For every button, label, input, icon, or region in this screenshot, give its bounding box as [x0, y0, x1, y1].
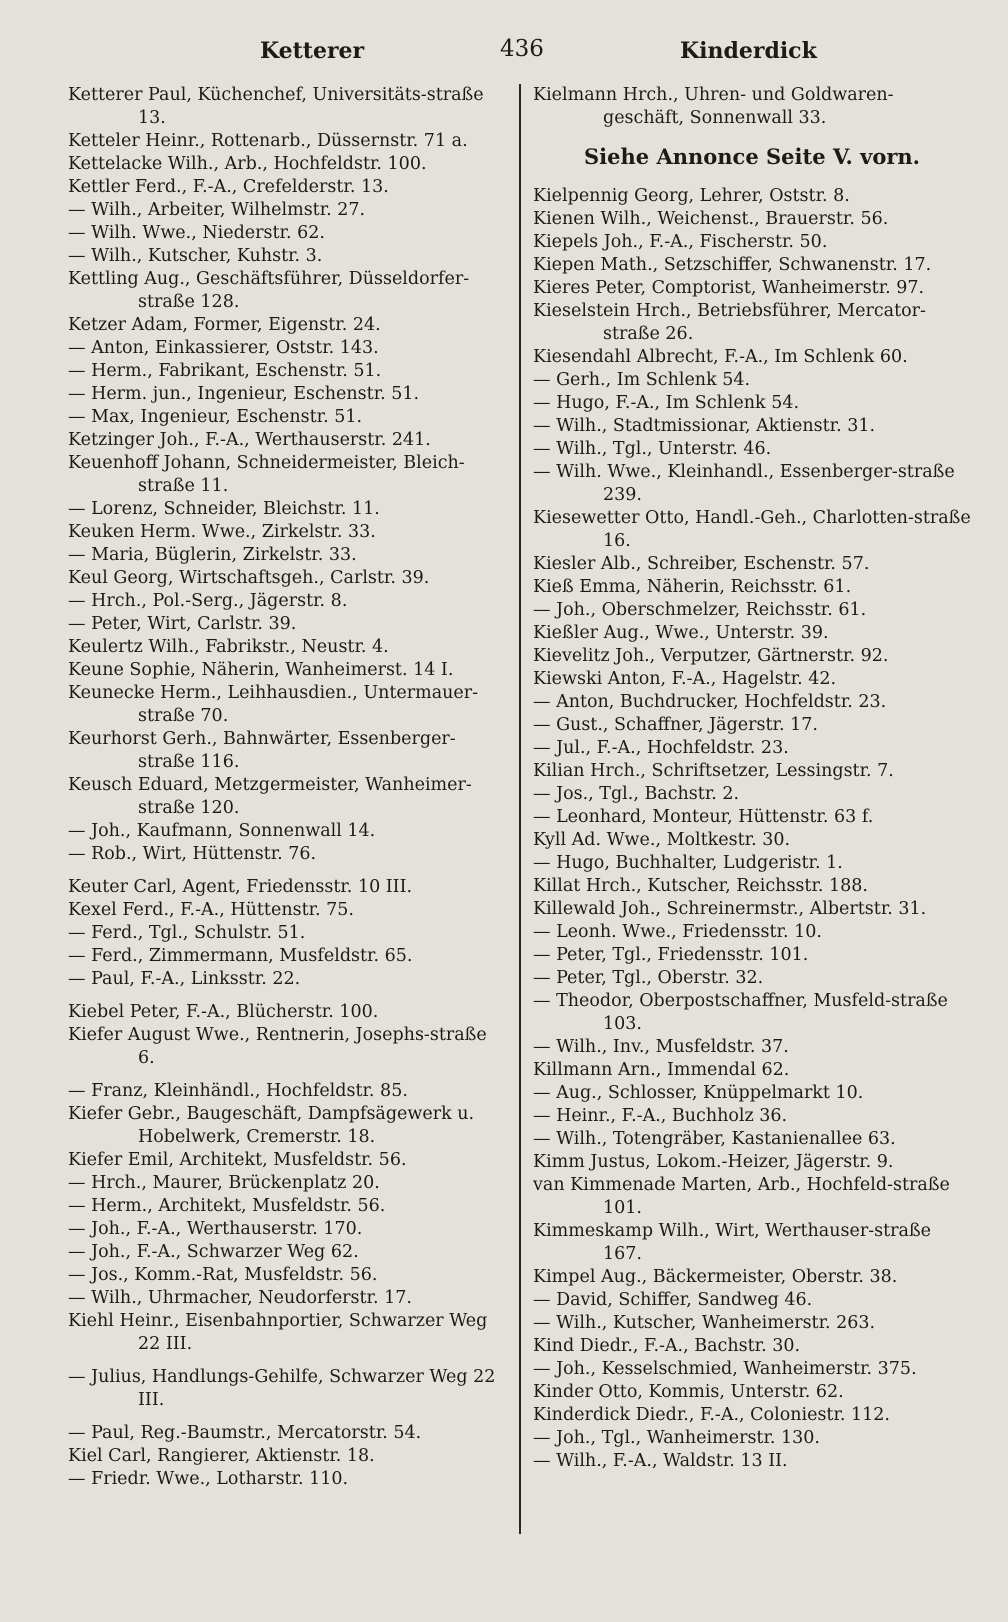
directory-entry: Keuken Herm. Wwe., Zirkelstr. 33. — [68, 522, 376, 542]
directory-entry: — Ferd., Zimmermann, Musfeldstr. 65. — [68, 946, 413, 966]
directory-entry: — Leonh. Wwe., Friedensstr. 10. — [533, 922, 822, 942]
directory-entry: — Paul, F.-A., Linksstr. 22. — [68, 969, 301, 989]
directory-entry: Ketteler Heinr., Rottenarb., Düssernstr. 71 a. — [68, 131, 468, 151]
directory-entry: — Wilh., Totengräber, Kastanienallee 63. — [533, 1129, 896, 1149]
right-column-entries — [533, 185, 971, 1473]
left-column — [68, 84, 508, 1491]
directory-entry: Kettler Ferd., F.-A., Crefelderstr. 13. — [68, 177, 389, 197]
directory-entry: — Heinr., F.-A., Buchholz 36. — [533, 1106, 788, 1126]
directory-entry: Kiefer Gebr., Baugeschäft, Dampfsägewerk u. Hobelwerk, Cremerstr. 18. — [68, 1104, 475, 1147]
directory-entry: Kieselstein Hrch., Betriebsführer, Mercator-straße 26. — [533, 301, 926, 344]
directory-entry: — Rob., Wirt, Hüttenstr. 76. — [68, 844, 317, 864]
directory-entry: — Wilh., Tgl., Unterstr. 46. — [533, 439, 772, 459]
header-left-catchword: Ketterer — [260, 38, 365, 64]
directory-entry: Kielpennig Georg, Lehrer, Oststr. 8. — [533, 186, 850, 206]
directory-entry: — Friedr. Wwe., Lotharstr. 110. — [68, 1469, 349, 1489]
directory-entry: — Wilh., Uhrmacher, Neudorferstr. 17. — [68, 1288, 412, 1308]
directory-entry: — Joh., Kesselschmied, Wanheimerstr. 375. — [533, 1359, 917, 1379]
directory-entry: — Gerh., Im Schlenk 54. — [533, 370, 751, 390]
directory-entry: — Joh., Oberschmelzer, Reichsstr. 61. — [533, 600, 867, 620]
directory-entry: — Wilh. Wwe., Niederstr. 62. — [68, 223, 325, 243]
directory-entry: Kimpel Aug., Bäckermeister, Oberstr. 38. — [533, 1267, 898, 1287]
directory-entry: — Jos., Komm.-Rat, Musfeldstr. 56. — [68, 1265, 378, 1285]
directory-entry: — Hrch., Maurer, Brückenplatz 20. — [68, 1173, 380, 1193]
directory-entry: — Hrch., Pol.-Serg., Jägerstr. 8. — [68, 591, 348, 611]
directory-entry: — Peter, Tgl., Oberstr. 32. — [533, 968, 764, 988]
directory-entry: Kinderdick Diedr., F.-A., Coloniestr. 112. — [533, 1405, 890, 1425]
directory-entry: — Wilh., Inv., Musfeldstr. 37. — [533, 1037, 789, 1057]
directory-entry: Ketterer Paul, Küchenchef, Universitäts-straße 13. — [68, 85, 484, 128]
directory-entry: Kielmann Hrch., Uhren- und Goldwaren-geschäft, Sonnenwall 33. — [533, 85, 894, 128]
directory-entry: Kienen Wilh., Weichenst., Brauerstr. 56. — [533, 209, 889, 229]
page-number: 436 — [500, 36, 544, 62]
header-right-catchword: Kinderdick — [680, 38, 817, 64]
directory-entry: Kießler Aug., Wwe., Unterstr. 39. — [533, 623, 829, 643]
directory-entry: Kiepen Math., Setzschiffer, Schwanenstr. 17. — [533, 255, 932, 275]
directory-entry: Keul Georg, Wirtschaftsgeh., Carlstr. 39. — [68, 568, 430, 588]
directory-entry: Kiel Carl, Rangierer, Aktienstr. 18. — [68, 1446, 375, 1466]
directory-entry: — Jos., Tgl., Bachstr. 2. — [533, 784, 740, 804]
directory-entry: Kieß Emma, Näherin, Reichsstr. 61. — [533, 577, 852, 597]
directory-entry: Kimm Justus, Lokom.-Heizer, Jägerstr. 9. — [533, 1152, 894, 1172]
directory-entry: Keuenhoff Johann, Schneidermeister, Bleich-straße 11. — [68, 453, 465, 496]
directory-entry: Kiefer Emil, Architekt, Musfeldstr. 56. — [68, 1150, 407, 1170]
directory-entry: Kiesendahl Albrecht, F.-A., Im Schlenk 60. — [533, 347, 908, 367]
directory-entry: Keurhorst Gerh., Bahnwärter, Essenberger-straße 116. — [68, 729, 456, 772]
directory-entry: — Joh., F.-A., Schwarzer Weg 62. — [68, 1242, 359, 1262]
page-header — [70, 32, 966, 72]
directory-entry: Keuter Carl, Agent, Friedensstr. 10 III. — [68, 877, 413, 897]
directory-entry: — Joh., Kaufmann, Sonnenwall 14. — [68, 821, 376, 841]
directory-entry: — Aug., Schlosser, Knüppelmarkt 10. — [533, 1083, 864, 1103]
directory-entry: Kinder Otto, Kommis, Unterstr. 62. — [533, 1382, 844, 1402]
directory-entry: — Joh., Tgl., Wanheimerstr. 130. — [533, 1428, 820, 1448]
directory-entry: Kettelacke Wilh., Arb., Hochfeldstr. 100. — [68, 154, 427, 174]
directory-entry: Kiesler Alb., Schreiber, Eschenstr. 57. — [533, 554, 870, 574]
directory-entry: — Herm., Architekt, Musfeldstr. 56. — [68, 1196, 386, 1216]
advertisement-notice: Siehe Annonce Seite V. vorn. — [584, 144, 920, 169]
directory-entry: — Wilh., F.-A., Waldstr. 13 II. — [533, 1451, 788, 1471]
directory-entry: — Franz, Kleinhändl., Hochfeldstr. 85. — [68, 1081, 408, 1101]
directory-entry: Ketzer Adam, Former, Eigenstr. 24. — [68, 315, 381, 335]
directory-entry: — Wilh., Arbeiter, Wilhelmstr. 27. — [68, 200, 366, 220]
directory-entry: Kiesewetter Otto, Handl.-Geh., Charlotten-straße 16. — [533, 508, 971, 551]
directory-entry: Keulertz Wilh., Fabrikstr., Neustr. 4. — [68, 637, 389, 657]
directory-entry: Kiehl Heinr., Eisenbahnportier, Schwarzer Weg 22 III. — [68, 1311, 488, 1354]
directory-entry: — Paul, Reg.-Baumstr., Mercatorstr. 54. — [68, 1423, 422, 1443]
directory-entry: — Lorenz, Schneider, Bleichstr. 11. — [68, 499, 380, 519]
directory-entry: — Leonhard, Monteur, Hüttenstr. 63 f. — [533, 807, 874, 827]
directory-entry: — Anton, Einkassierer, Oststr. 143. — [68, 338, 379, 358]
directory-entry: — Gust., Schaffner, Jägerstr. 17. — [533, 715, 818, 735]
directory-entry: — Wilh., Stadtmissionar, Aktienstr. 31. — [533, 416, 876, 436]
directory-entry: Keunecke Herm., Leihhausdien., Untermauer-straße 70. — [68, 683, 479, 726]
directory-entry: Ketzinger Joh., F.-A., Werthauserstr. 241. — [68, 430, 431, 450]
directory-entry: Keusch Eduard, Metzgermeister, Wanheimer-straße 120. — [68, 775, 472, 818]
column-divider — [519, 84, 521, 1534]
directory-entry: Killat Hrch., Kutscher, Reichsstr. 188. — [533, 876, 868, 896]
directory-entry: — Joh., F.-A., Werthauserstr. 170. — [68, 1219, 363, 1239]
directory-entry: — Maria, Büglerin, Zirkelstr. 33. — [68, 545, 357, 565]
directory-entry: — Ferd., Tgl., Schulstr. 51. — [68, 923, 306, 943]
directory-entry: — Max, Ingenieur, Eschenstr. 51. — [68, 407, 363, 427]
directory-entry: — Herm., Fabrikant, Eschenstr. 51. — [68, 361, 382, 381]
directory-entry: — Peter, Tgl., Friedensstr. 101. — [533, 945, 809, 965]
directory-entry: — Wilh., Kutscher, Kuhstr. 3. — [68, 246, 323, 266]
directory-entry: Killmann Arn., Immendal 62. — [533, 1060, 790, 1080]
directory-entry: Kiepels Joh., F.-A., Fischerstr. 50. — [533, 232, 828, 252]
directory-entry: — Wilh., Kutscher, Wanheimerstr. 263. — [533, 1313, 876, 1333]
directory-entry: Kyll Ad. Wwe., Moltkestr. 30. — [533, 830, 791, 850]
directory-entry: — Theodor, Oberpostschaffner, Musfeld-straße 103. — [533, 991, 948, 1034]
directory-entry: Kiewski Anton, F.-A., Hagelstr. 42. — [533, 669, 837, 689]
directory-entry: Kind Diedr., F.-A., Bachstr. 30. — [533, 1336, 801, 1356]
directory-entry: — Peter, Wirt, Carlstr. 39. — [68, 614, 297, 634]
directory-entry: Kettling Aug., Geschäftsführer, Düsseldorfer-straße 128. — [68, 269, 470, 312]
directory-entry: — Herm. jun., Ingenieur, Eschenstr. 51. — [68, 384, 420, 404]
directory-entry: — Hugo, Buchhalter, Ludgeristr. 1. — [533, 853, 843, 873]
right-column-top — [533, 84, 971, 130]
directory-entry: Kiefer August Wwe., Rentnerin, Josephs-straße 6. — [68, 1025, 487, 1068]
directory-entry: Kieres Peter, Comptorist, Wanheimerstr. 97. — [533, 278, 925, 298]
directory-entry: — Jul., F.-A., Hochfeldstr. 23. — [533, 738, 789, 758]
directory-entry: — David, Schiffer, Sandweg 46. — [533, 1290, 813, 1310]
directory-entry: Kimmeskamp Wilh., Wirt, Werthauser-straße 167. — [533, 1221, 931, 1264]
directory-entry: van Kimmenade Marten, Arb., Hochfeld-straße 101. — [533, 1175, 950, 1218]
directory-entry: Keune Sophie, Näherin, Wanheimerst. 14 I. — [68, 660, 454, 680]
directory-entry: Killewald Joh., Schreinermstr., Albertstr. 31. — [533, 899, 927, 919]
right-column — [533, 84, 971, 1473]
directory-entry: — Julius, Handlungs-Gehilfe, Schwarzer Weg 22 III. — [68, 1367, 496, 1410]
directory-entry: — Wilh. Wwe., Kleinhandl., Essenberger-straße 239. — [533, 462, 955, 505]
directory-entry: Kexel Ferd., F.-A., Hüttenstr. 75. — [68, 900, 354, 920]
directory-entry: Kilian Hrch., Schriftsetzer, Lessingstr. 7. — [533, 761, 894, 781]
directory-entry: — Anton, Buchdrucker, Hochfeldstr. 23. — [533, 692, 887, 712]
directory-entry: Kiebel Peter, F.-A., Blücherstr. 100. — [68, 1002, 379, 1022]
directory-entry: Kievelitz Joh., Verputzer, Gärtnerstr. 92. — [533, 646, 889, 666]
directory-entry: — Hugo, F.-A., Im Schlenk 54. — [533, 393, 800, 413]
